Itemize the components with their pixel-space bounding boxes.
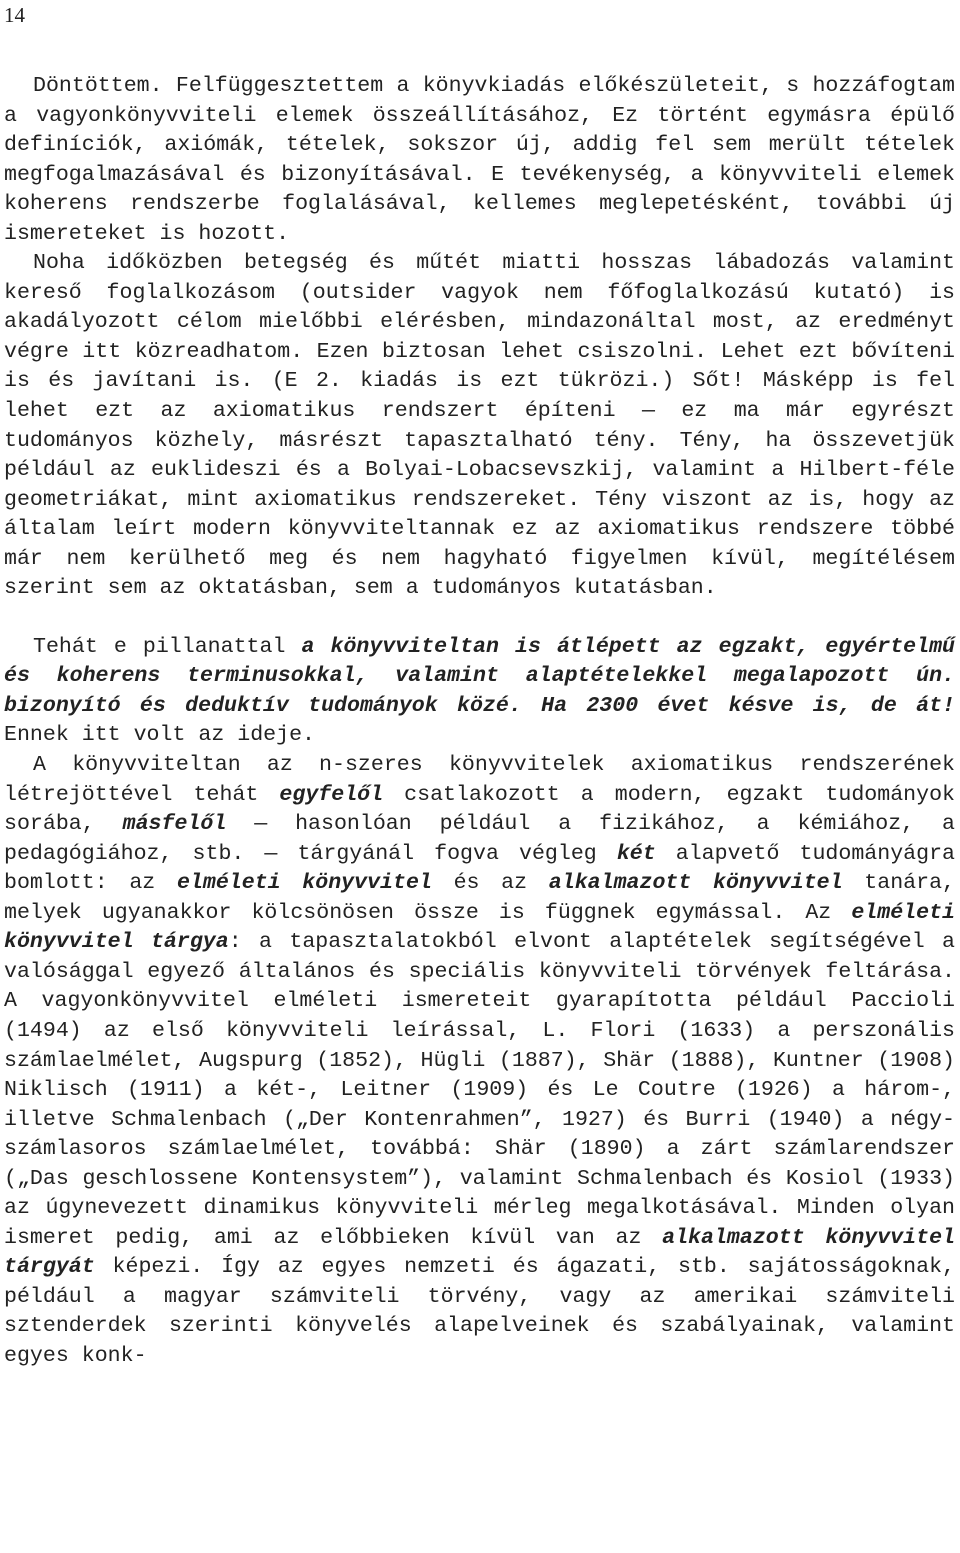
body-text: képezi. Így az egyes nemzeti és ágazati, stb. sajátosságoknak, például a magyar számviteli törvény, vagy az amerikai számviteli sztenderdek szerinti könyvelés alapelveinek és szabályainak, valamint egyes konk-	[4, 1255, 955, 1368]
body-text: A könyvviteltan az n-szeres könyvvitelek axiomatikus rendszerének létrejöttével tehát	[4, 753, 955, 807]
paragraph-decision	[4, 72, 955, 249]
emphasis-text: másfelől	[122, 812, 227, 837]
body-text: — hasonlóan például a fizikához, a kémiához, a pedagógiához, stb. — tárgyánál fogva végleg	[4, 812, 955, 866]
page-number: 14	[4, 3, 25, 27]
emphasis-text: alkalmazott könyvvitel tárgyát	[4, 1225, 955, 1280]
paragraph-illness-and-work	[4, 249, 955, 604]
body-text: Tehát e pillanattal	[33, 634, 302, 659]
body-text: alapvető tudományágra bomlott: az	[4, 841, 955, 896]
body-text: Ennek itt volt az ideje.	[4, 723, 316, 748]
body-text: Döntöttem. Felfüggesztettem a könyvkiadás előkészületeit, s hozzáfogtam a vagyonkönyvviteli elemek összeállításához, Ez történt egymásra épülő definíciók, axiómák, tételek, sokszor új, addig fel sem merült tételek megfogalmazásával és bizonyításával. E tevékenység, a könyvviteli elemek koherens rendszerbe foglalásával, kellemes meglepetésként, további új ismereteket is hozott.	[4, 74, 955, 246]
emphasis-text: egyfelől	[279, 782, 384, 807]
document-body	[4, 72, 955, 1372]
emphasis-text: a könyvviteltan is átlépett az egzakt, egyértelmű és koherens terminusokkal, valamint alaptételekkel megalapozott ún. bizonyító és deduktív tudományok közé. Ha 2300 évet késve is, de át!	[4, 634, 956, 718]
body-text: és az	[431, 871, 549, 896]
emphasis-text: két	[616, 841, 656, 866]
paragraph-gap	[4, 604, 955, 633]
emphasis-text: alkalmazott könyvvitel	[548, 871, 843, 896]
body-text: : a tapasztalatokból elvont alaptételek segítségével a valósággal egyező általános és speciális könyvviteli törvények feltárása. A vagyonkönyvvitel elméleti ismereteit gyarapította például Paccioli (1494) az első könyvviteli leírással, L. Flori (1633) a perszonális számlaelmélet, Augspurg (1852), Hügli (1887), Shär (1888), Kuntner (1908) Niklisch (1911) a két-, Leitner (1909) és Le Coutre (1926) a három-, illetve Schmalenbach („Der Kontenrahmen”, 1927) és Burri (1940) a négy-számlasoros számlaelmélet, továbbá: Shär (1890) a zárt számlarendszer („Das geschlossene Kontensystem”), valamint Schmalenbach és Kosiol (1933) az úgynevezett dinamikus könyvviteli mérleg megalkotásával. Minden olyan ismeret pedig, ami az előbbieken kívül van az	[4, 930, 955, 1250]
body-text: tanára, melyek ugyanakkor kölcsönösen össze is függnek egymással. Az	[4, 871, 955, 925]
paragraph-theory-vs-applied	[4, 751, 955, 1371]
body-text: Noha időközben betegség és műtét miatti hosszas lábadozás valamint kereső foglalkozásom (outsider vagyok nem főfoglalkozású kutató) is akadályozott célom mielőbbi elérésben, mindazonáltal most, az eredményt végre itt közreadhatom. Ezen biztosan lehet csiszolni. Lehet ezt bővíteni is és javítani is. (E 2. kiadás is ezt tükrözi.) Sőt! Másképp is fel lehet ezt az axiomatikus rendszert építeni — ez ma már egyrészt tudományos közhely, másrészt tapasztalható tény. Tény, ha összevetjük például az euklideszi és a Bolyai-Lobacsevszkij, valamint a Hilbert-féle geometriákat, mint axiomatikus rendszereket. Tény viszont az is, hogy az általam leírt modern könyvviteltannak ez az axiomatikus rendszere többé már nem kerülhető meg és nem hagyható figyelmen kívül, megítélésem szerint sem az oktatásban, sem a tudományos kutatásban.	[4, 251, 955, 601]
emphasis-text: elméleti könyvvitel tárgya	[4, 900, 955, 955]
emphasis-text: elméleti könyvvitel	[176, 871, 432, 896]
body-text: csatlakozott a modern, egzakt tudományok sorába,	[4, 782, 956, 837]
paragraph-axiomatic-science	[4, 633, 955, 751]
